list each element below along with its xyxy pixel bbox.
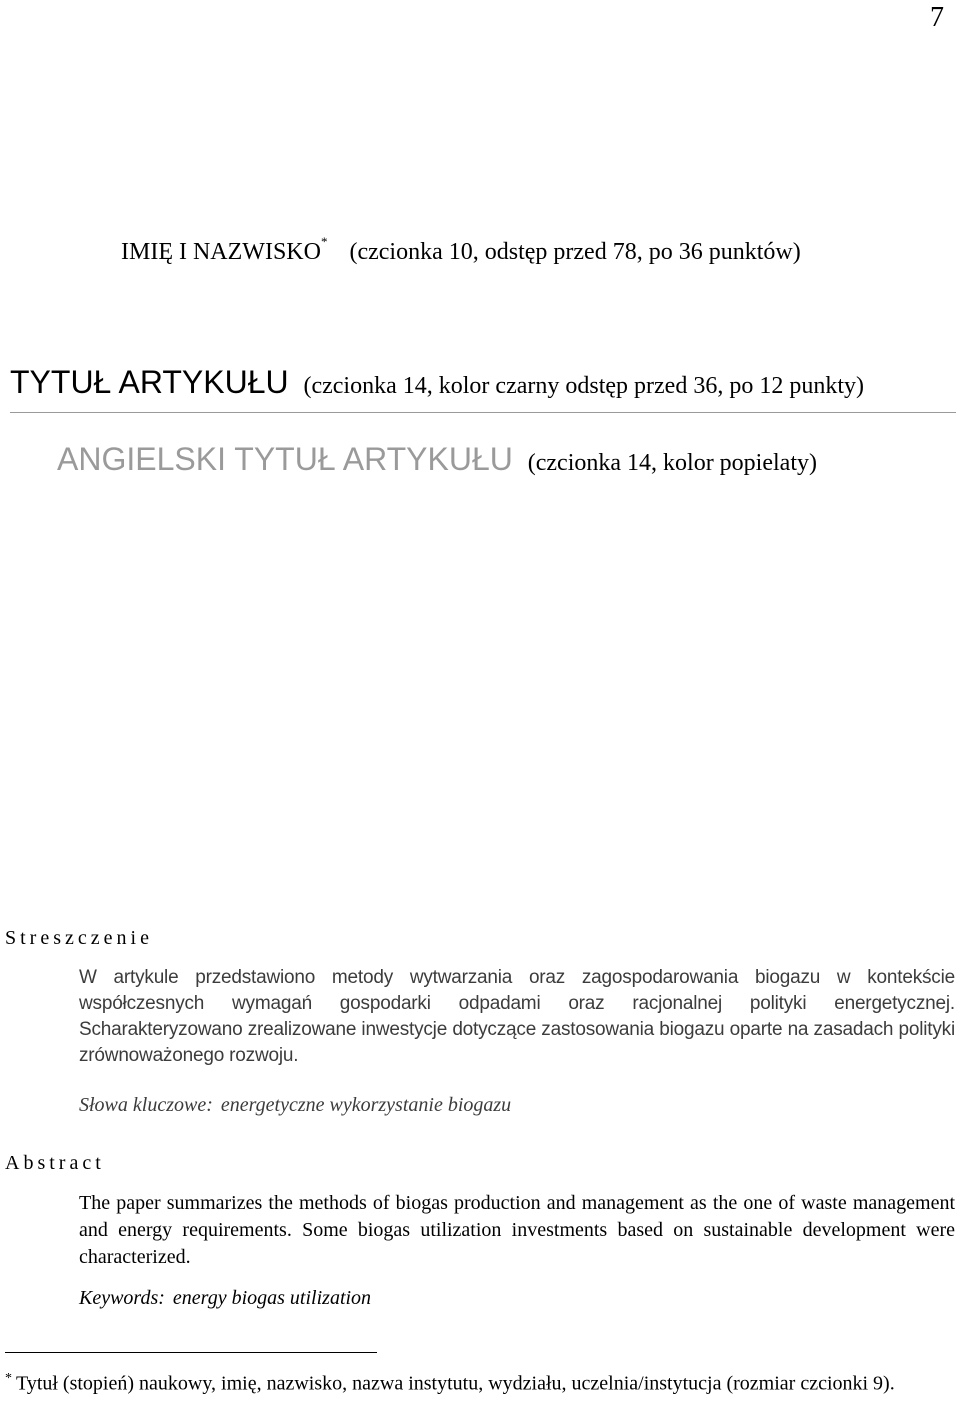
english-title-format-note: (czcionka 14, kolor popielaty)	[527, 450, 817, 476]
polish-keywords-value: energetyczne wykorzystanie biogazu	[220, 1094, 512, 1116]
title-block	[10, 364, 956, 413]
streszczenie-heading: Streszczenie	[5, 927, 153, 949]
page-number: 7	[930, 2, 944, 33]
english-keywords-label: Keywords:	[79, 1287, 165, 1309]
abstract-body: The paper summarizes the methods of biogas production and management as the one of waste management and energy requirements. Some biogas utilization investments based on sustainable development were characterized.	[79, 1192, 955, 1268]
footnote-text: Tytuł (stopień) naukowy, imię, nazwisko, nazwa instytutu, wydziału, uczelnia/instytucja (rozmiar czcionki 9).	[16, 1372, 895, 1395]
author-format-note: (czcionka 10, odstęp przed 78, po 36 punktów)	[349, 239, 801, 265]
polish-title-text: TYTUŁ ARTYKUŁU	[10, 364, 289, 400]
english-title-text: ANGIELSKI TYTUŁ ARTYKUŁU	[57, 441, 513, 477]
english-keywords	[79, 1287, 371, 1310]
polish-title-format-note: (czcionka 14, kolor czarny odstęp przed 36, po 12 punkty)	[303, 373, 864, 399]
polish-keywords	[79, 1094, 511, 1117]
streszczenie-body: W artykule przedstawiono metody wytwarzania oraz zagospodarowania biogazu w kontekście współczesnych wymagań gospodarki odpadami oraz racjonalnej polityki energetycznej. Scharakteryzowano zrealizowane inwestycje dotyczące zastosowania biogazu oparte na zasadach polityki zrównoważonego rozwoju.	[79, 967, 955, 1066]
english-keywords-value: energy biogas utilization	[172, 1287, 372, 1309]
abstract-heading: Abstract	[5, 1152, 105, 1174]
footnote-separator	[5, 1352, 377, 1353]
author-line	[121, 234, 801, 266]
footnote	[5, 1365, 955, 1398]
polish-title	[10, 364, 956, 401]
footnote-marker: *	[5, 1371, 12, 1386]
author-name: IMIĘ I NAZWISKO	[121, 239, 321, 265]
english-title	[57, 441, 817, 478]
author-footnote-marker: *	[320, 234, 328, 249]
polish-keywords-label: Słowa kluczowe:	[79, 1094, 213, 1116]
